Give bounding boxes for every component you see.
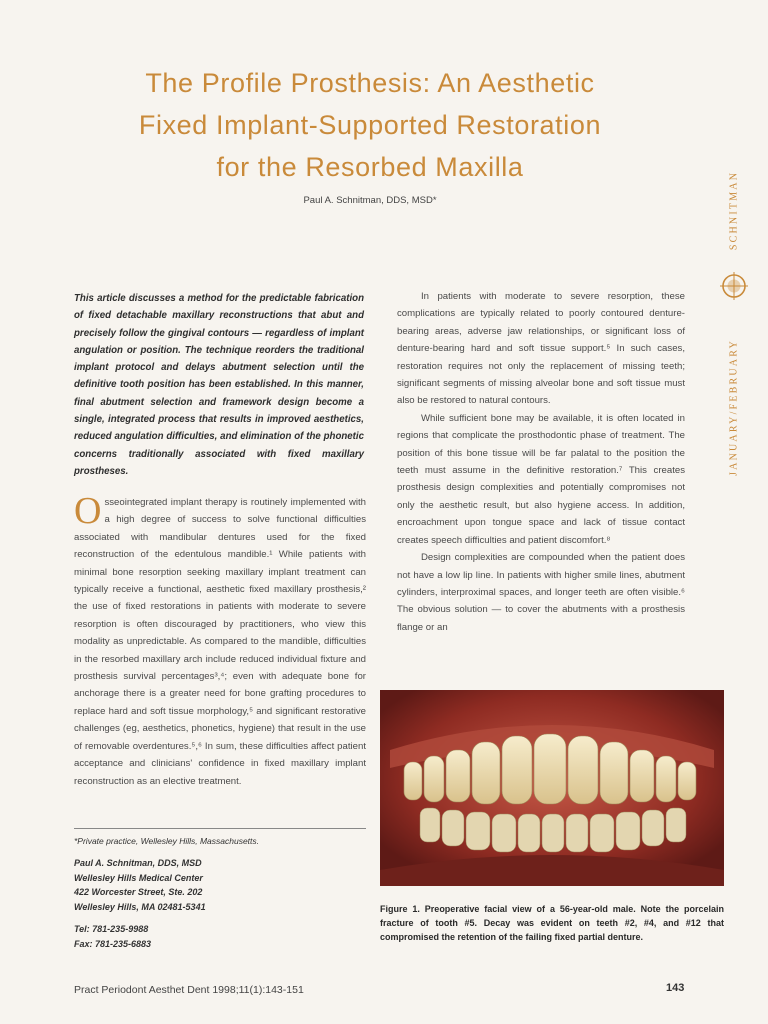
- body-left-text: sseointegrated implant therapy is routinely implemented with a high degree of success to solve functional difficulties associated with mandibular dentures used for the fixed reconstruction of the edentulous mandible.¹ While patients with minimal bone resorption seeking maxillary implant treatment can typically receive a functional, aesthetic fixed maxillary prosthesis,² the use of fixed restorations in patients with moderate to severe resorption is often discouraged by practitioners, who view this modality as unpredictable. As compared to the mandible, difficulties in the resorbed maxillary arch include reduced individual fixture and prosthesis survival percentages³,⁴; even with adequate bone for anchorage there is a greater need for bone grafting procedures to replace hard and soft tissue morphology,⁵ and significant restorative challenges (eg, aesthetics, phonetics, hygiene) that result in the use of removable overdentures.⁵,⁶ In sum, these difficulties affect patient acceptance and clinicians' confidence in fixed maxillary implant reconstruction as an elective treatment.: [74, 497, 366, 787]
- address-line-2: 422 Worcester Street, Ste. 202: [74, 887, 203, 897]
- journal-seal-icon: [720, 272, 748, 300]
- author-byline: Paul A. Schnitman, DDS, MSD*: [303, 195, 437, 206]
- drop-cap: O: [74, 490, 102, 532]
- dental-photo-illustration: [380, 690, 724, 886]
- address-name: Paul A. Schnitman, DDS, MSD: [74, 858, 202, 868]
- body-column-right: [397, 288, 685, 636]
- correspondence-address: [74, 856, 206, 951]
- body-right-paragraph-1: In patients with moderate to severe resorption, these complications are typically related to poorly contoured denture-bearing areas, adverse jaw relationships, or significant loss of denture-bearing hard and soft tissue support.⁵ In such cases, restoration requires not only the replacement of missing teeth; significant segments of missing alveolar bone and soft tissue must also be restored to natural contours.: [397, 291, 685, 407]
- running-head-issue: JANUARY/FEBRUARY: [728, 339, 740, 476]
- title-line-3: for the Resorbed Maxilla: [216, 152, 524, 182]
- figure-1-caption: Figure 1. Preoperative facial view of a 56-year-old male. Note the porcelain fracture of tooth #5. Decay was evident on teeth #2, #4, and #12 that compromised the retention of the failing fixed partial denture.: [380, 904, 724, 942]
- affiliation-footnote: *Private practice, Wellesley Hills, Massachusetts.: [74, 836, 260, 846]
- abstract: This article discusses a method for the predictable fabrication of fixed detachable maxillary reconstructions that abut and precisely follow the gingival contours — regardless of implant angulation or position. The technique reorders the traditional implant protocol and delays abutment selection until the definitive tooth position has been established. In this manner, final abutment selection and framework design become a single, integrated process that results in improved aesthetics, reduced angulation difficulties, and elimination of the phonetic concerns traditionally associated with fixed maxillary prostheses.: [74, 293, 364, 477]
- title-line-1: The Profile Prosthesis: An Aesthetic: [145, 68, 595, 98]
- address-line-1: Wellesley Hills Medical Center: [74, 872, 203, 883]
- address-tel: Tel: 781-235-9988: [74, 924, 149, 934]
- running-head-name: SCHNITMAN: [728, 170, 740, 251]
- citation-footer: Pract Periodont Aesthet Dent 1998;11(1):143-151: [74, 984, 304, 996]
- running-head: [720, 150, 748, 500]
- body-right-paragraph-2: While sufficient bone may be available, it is often located in regions that complicate the prosthodontic phase of treatment. The position of this bone tissue will be far palatal to the position the teeth must assume in the definitive restoration.⁷ This creates prosthesis design complexities and potentially compromises not only the aesthetic result, but also hygiene access. In addition, encroachment upon tongue space and lack of tissue contact creates speech difficulties and patient discomfort.⁸: [397, 412, 685, 546]
- body-column-left: [74, 490, 366, 790]
- address-fax: Fax: 781-235-6883: [74, 938, 152, 949]
- body-right-paragraph-3: Design complexities are compounded when the patient does not have a low lip line. In patients with higher smile lines, abutment cylinders, interproximal spaces, and longer teeth are often visible.⁶ The obvious solution — to cover the abutments with a prosthesis flange or an: [397, 552, 685, 633]
- address-line-3: Wellesley Hills, MA 02481-5341: [74, 901, 206, 912]
- page-number: 143: [666, 982, 685, 994]
- footnote-divider: [74, 828, 366, 829]
- figure-1-photo: [380, 690, 724, 886]
- title-line-2: Fixed Implant-Supported Restoration: [138, 110, 602, 140]
- article-title: [40, 62, 700, 188]
